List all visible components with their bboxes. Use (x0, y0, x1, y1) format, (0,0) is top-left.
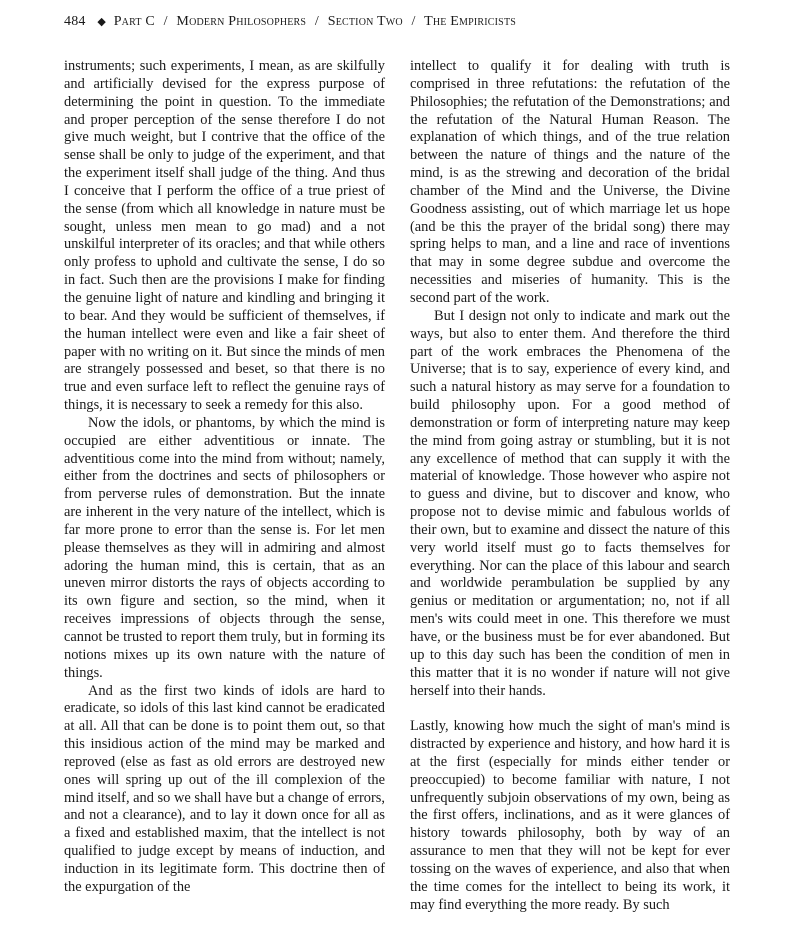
header-part-title: Modern Philosophers (176, 14, 307, 29)
header-separator: / (163, 14, 168, 29)
header-separator: / (314, 14, 319, 29)
page-number: 484 (64, 14, 86, 29)
right-column (410, 58, 730, 915)
running-header (64, 14, 744, 30)
paragraph: Lastly, knowing how much the sight of man's mind is distracted by experience and history, and how hard it is at the first (especially for minds either tender or preoccupied) to become familiar with nature, I not unfrequently subjoin observations of my own, being as the first offers, inclinations, and as it were glances of history towards philosophy, both by way of an assurance to men that they will not be kept for ever tossing on the waves of experience, and also that when the time comes for the intellect to being its work, it may find everything the more ready. By such (410, 718, 730, 913)
paragraph: But I design not only to indicate and mark out the ways, but also to enter them. And therefore the third part of the work embraces the Phenomena of the Universe; that is to say, experience of every kind, and such a natural history as may serve for a foundation to build philosophy upon. For a good method of demonstration or form of interpreting nature may keep the mind from going astray or stumbling, but it is not any excellence of method that can supply it with the material of knowledge. Those however who aspire not to guess and divine, but to discover and know, who propose not to devise mimic and fabulous worlds of their own, but to examine and dissect the nature of this very world itself must go to facts themselves for everything. Nor can the place of this labour and search and worldwide perambulation be supplied by any genius or meditation or argumentation; no, not if all men's wits could meet in one. This therefore we must have, or the business must be for ever abandoned. But up to this day such has been the condition of men in this matter that it is no wonder if nature will not give herself into their hands. (410, 307, 730, 699)
header-part: Part C (113, 14, 155, 29)
header-section: Section Two (327, 14, 403, 29)
header-separator: / (411, 14, 416, 29)
paragraph: instruments; such experiments, I mean, as are skilfully and artificially devised for the express purpose of determining the point in question. To the immediate and proper perception of the sense therefore I do not give much weight, but I contrive that the office of the sense shall be only to judge of the experiment, and that the experiment itself shall judge of the thing. And thus I conceive that I perform the office of a true priest of the sense (from which all knowledge in nature must be sought, unless men mean to go mad) and a not unskilful interpreter of its oracles; and that while others only profess to uphold and cultivate the sense, I do so in fact. Such then are the provisions I make for finding the genuine light of nature and kindling and bringing it to bear. And they would be sufficient of themselves, if the human intellect were even and like a fair sheet of paper with no writing on it. But since the minds of men are strangely possessed and beset, so that there is no true and even surface left to reflect the genuine rays of things, it is necessary to seek a remedy for this also. (64, 58, 385, 414)
diamond-icon: ◆ (97, 16, 106, 28)
paragraph: And as the first two kinds of idols are hard to eradicate, so idols of this last kind cannot be eradicated at all. All that can be done is to point them out, so that this insidious action of the mind may be marked and reproved (else as fast as old errors are destroyed new ones will spring up out of the ill complexion of the mind itself, and so we shall have but a change of errors, and not a clearance), and to lay it down once for all as a fixed and established maxim, that the intellect is not qualified to judge except by means of induction, and induction in its legitimate form. This doctrine then of the expurgation of the (64, 682, 385, 895)
header-section-title: The Empiricists (424, 14, 517, 29)
paragraph: Now the idols, or phantoms, by which the mind is occupied are either adventitious or innate. The adventitious come into the mind from without; namely, either from the doctrines and sects of philosophers or from perverse rules of demonstration. But the innate are inherent in the very nature of the intellect, which is far more prone to error than the sense is. For let men please themselves as they will in admiring and almost adoring the human mind, this is certain, that as an uneven mirror distorts the rays of objects according to its own figure and section, so the mind, when it receives impressions of objects through the sense, cannot be trusted to report them truly, but in forming its notions mixes up its own nature with the nature of things. (64, 414, 385, 681)
paragraph: intellect to qualify it for dealing with truth is comprised in three refutations: the refutation of the Philosophies; the refutation of the Demonstrations; and the refutation of the Natural Human Reason. The explanation of which things, and of the true relation between the nature of things and the nature of the mind, is as the strewing and decoration of the bridal chamber of the Mind and the Universe, the Divine Goodness assisting, out of which marriage let us hope (and be this the prayer of the bridal song) there may spring helps to man, and a line and race of inventions that may in some degree subdue and overcome the necessities and miseries of humanity. This is the second part of the work. (410, 58, 730, 306)
left-column (64, 58, 385, 897)
